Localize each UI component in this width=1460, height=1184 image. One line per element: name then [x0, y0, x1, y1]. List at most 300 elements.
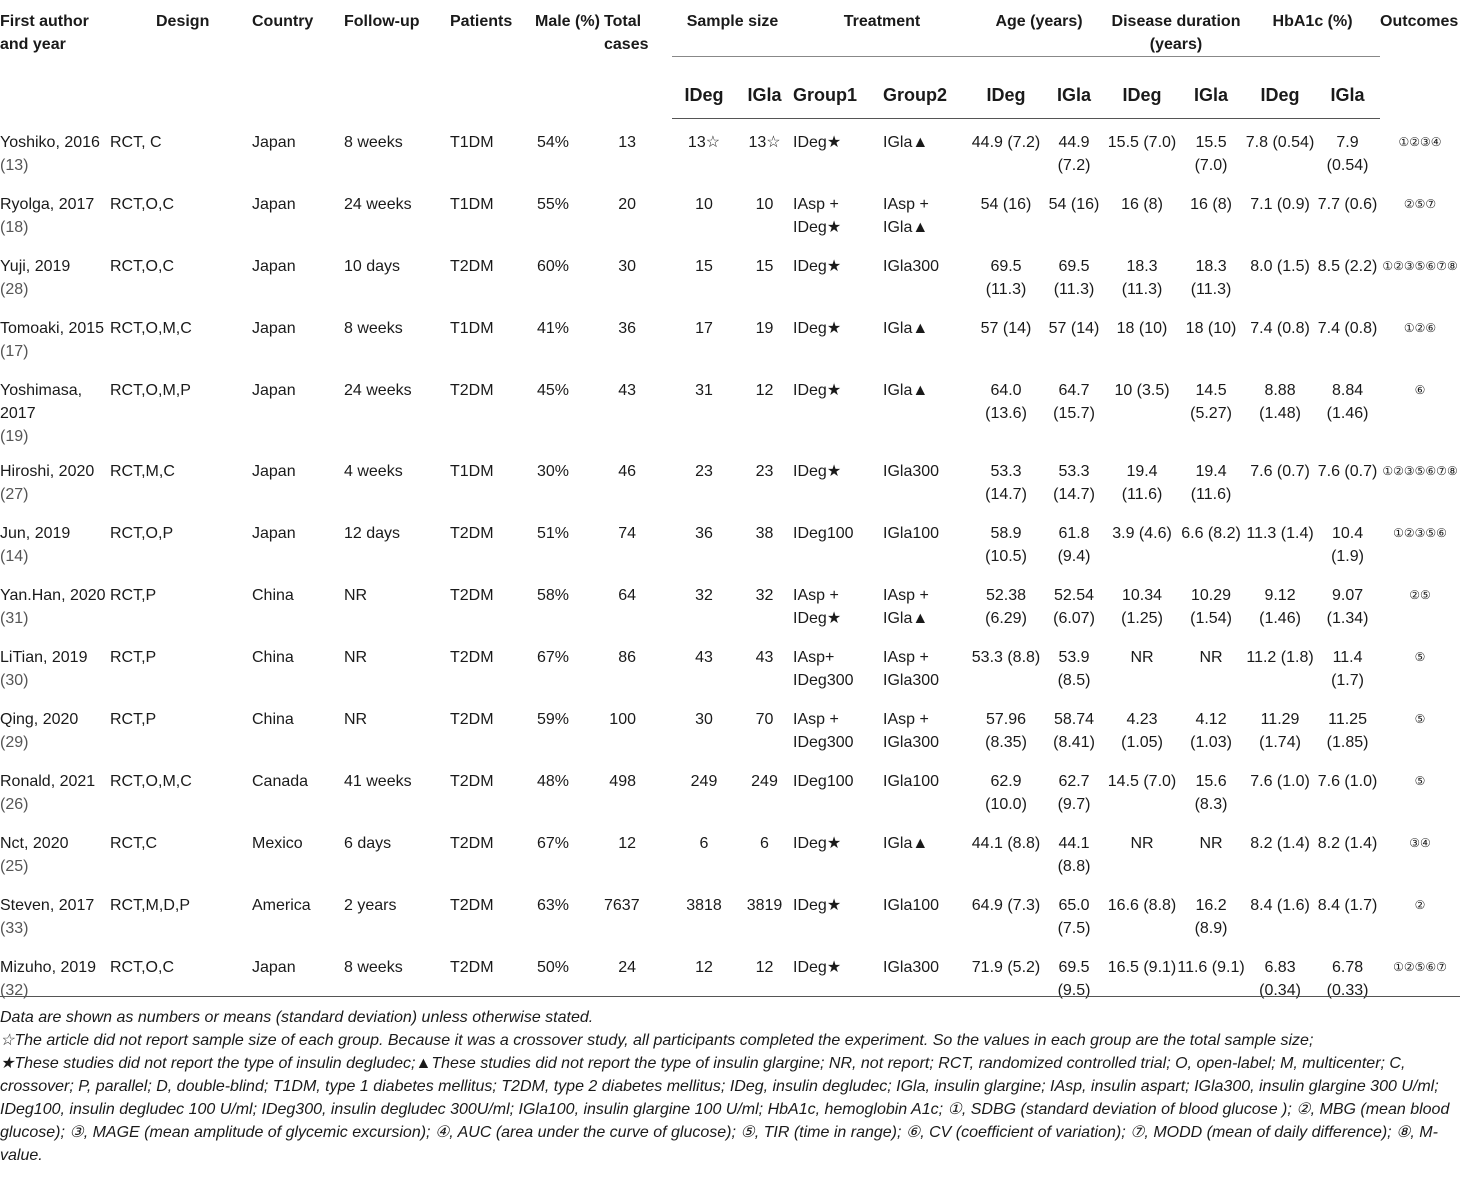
cell-age-igla-text: 61.8 (9.4) — [1057, 524, 1091, 565]
cell-hba1c-igla — [1315, 181, 1380, 243]
cell-group1 — [793, 882, 883, 944]
cell-duration-ideg — [1107, 305, 1177, 367]
cell-age-ideg-text: 69.5 (11.3) — [985, 257, 1027, 298]
cell-country — [252, 305, 344, 367]
cell-design-text: RCT,M,D,P — [110, 896, 190, 914]
cell-followup — [344, 181, 450, 243]
cell-patients — [450, 243, 535, 305]
cell-male-text: 60% — [537, 257, 570, 275]
cell-country — [252, 696, 344, 758]
cell-design-text: RCT,O,C — [110, 958, 174, 976]
cell-age-igla — [1041, 510, 1107, 572]
reference-link[interactable]: (13) — [0, 156, 29, 174]
cell-country-text: Canada — [252, 772, 309, 790]
cell-age-igla-text: 64.7 (15.7) — [1053, 381, 1095, 422]
cell-country-text: Japan — [252, 381, 296, 399]
cell-outcomes-text: ①②③⑤⑥⑦⑧ — [1382, 463, 1458, 478]
cell-hba1c-ideg — [1245, 572, 1315, 634]
cell-total — [604, 572, 672, 634]
cell-duration-ideg — [1107, 572, 1177, 634]
cell-group1-text: IDeg★ — [793, 896, 842, 914]
cell-total — [604, 758, 672, 820]
cell-duration-ideg-text: NR — [1130, 648, 1154, 666]
header-duration-ideg: IDeg — [1107, 57, 1177, 119]
cell-group2 — [883, 758, 971, 820]
cell-duration-ideg — [1107, 882, 1177, 944]
cell-sample-igla — [736, 820, 793, 882]
cell-outcomes-text: ②⑤ — [1409, 587, 1431, 602]
cell-country-text: China — [252, 648, 294, 666]
table-footnotes — [0, 996, 1460, 1167]
header-age-igla: IGla — [1041, 57, 1107, 119]
cell-hba1c-ideg — [1245, 758, 1315, 820]
cell-age-igla — [1041, 367, 1107, 448]
header-age: Age (years) — [971, 0, 1107, 57]
cell-sample-igla-text: 38 — [755, 524, 774, 542]
cell-duration-igla — [1177, 181, 1245, 243]
cell-sample-igla-text: 12 — [755, 381, 774, 399]
cell-age-igla-text: 44.9 (7.2) — [1057, 134, 1091, 174]
header-patients: Patients — [450, 13, 513, 30]
cell-design-text: RCT,O,M,P — [110, 381, 191, 399]
cell-country — [252, 820, 344, 882]
cell-sample-ideg-text: 30 — [695, 710, 713, 728]
cell-duration-ideg — [1107, 181, 1177, 243]
table-row — [0, 572, 1460, 634]
cell-male — [535, 448, 604, 510]
cell-outcomes-text: ①②③⑤⑥ — [1393, 525, 1447, 540]
cell-duration-igla-text: 15.5 (7.0) — [1194, 134, 1228, 174]
cell-hba1c-igla-text: 8.5 (2.2) — [1317, 257, 1378, 275]
cell-sample-ideg — [672, 820, 736, 882]
cell-group2 — [883, 181, 971, 243]
cell-sample-ideg — [672, 243, 736, 305]
cell-hba1c-igla-text: 7.6 (1.0) — [1317, 772, 1378, 790]
cell-hba1c-ideg-text: 7.6 (1.0) — [1250, 772, 1310, 790]
cell-male — [535, 634, 604, 696]
cell-author-text: Ronald, 2021 — [0, 772, 96, 790]
cell-duration-ideg-text: 15.5 (7.0) — [1107, 134, 1177, 151]
cell-male — [535, 882, 604, 944]
cell-hba1c-ideg-text: 8.2 (1.4) — [1250, 834, 1310, 852]
table-row — [0, 305, 1460, 367]
reference-link[interactable]: (29) — [0, 733, 29, 751]
cell-hba1c-igla-text: 9.07 (1.34) — [1326, 586, 1369, 627]
header-duration-igla: IGla — [1177, 57, 1245, 119]
cell-outcomes — [1380, 243, 1460, 305]
cell-sample-ideg-text: 17 — [695, 319, 713, 337]
cell-duration-igla — [1177, 696, 1245, 758]
cell-age-igla-text: 65.0 (7.5) — [1057, 896, 1091, 937]
cell-total — [604, 367, 672, 448]
cell-age-igla — [1041, 820, 1107, 882]
cell-age-ideg — [971, 758, 1041, 820]
reference-link[interactable]: (31) — [0, 609, 29, 627]
cell-sample-ideg-text: 43 — [695, 648, 713, 666]
cell-age-igla — [1041, 448, 1107, 510]
cell-patients-text: T2DM — [450, 586, 494, 604]
cell-male-text: 30% — [537, 462, 570, 480]
cell-duration-igla-text: 6.6 (8.2) — [1181, 524, 1241, 542]
cell-outcomes — [1380, 758, 1460, 820]
cell-group1-text: IAsp + IDeg300 — [793, 710, 854, 751]
cell-sample-igla-text: 10 — [755, 195, 774, 213]
cell-sample-igla — [736, 181, 793, 243]
cell-total-text: 12 — [618, 834, 636, 852]
cell-sample-ideg — [672, 634, 736, 696]
cell-male-text: 59% — [537, 710, 570, 728]
cell-country — [252, 367, 344, 448]
cell-group2-text: IGla100 — [883, 772, 940, 790]
cell-patients — [450, 305, 535, 367]
cell-design — [110, 305, 252, 367]
cell-outcomes — [1380, 882, 1460, 944]
cell-age-ideg-text: 57 (14) — [980, 319, 1032, 337]
cell-country — [252, 510, 344, 572]
cell-group1 — [793, 572, 883, 634]
cell-followup-text: 24 weeks — [344, 381, 412, 399]
cell-group2 — [883, 243, 971, 305]
cell-hba1c-ideg — [1245, 820, 1315, 882]
cell-age-igla-text: 62.7 (9.7) — [1057, 772, 1091, 813]
header-sample-igla: IGla — [736, 57, 793, 119]
cell-duration-igla — [1177, 510, 1245, 572]
cell-patients-text: T2DM — [450, 381, 494, 399]
table-row — [0, 119, 1460, 181]
reference-link[interactable]: (28) — [0, 280, 29, 298]
cell-hba1c-ideg — [1245, 305, 1315, 367]
cell-patients — [450, 820, 535, 882]
cell-duration-ideg — [1107, 119, 1177, 181]
cell-hba1c-igla — [1315, 305, 1380, 367]
table-row — [0, 758, 1460, 820]
cell-country — [252, 181, 344, 243]
cell-group1 — [793, 820, 883, 882]
cell-duration-ideg-text: 18.3 (11.3) — [1121, 257, 1163, 298]
cell-author — [0, 758, 110, 820]
cell-male-text: 41% — [537, 319, 570, 337]
header-hba1c-igla: IGla — [1315, 57, 1380, 119]
header-duration: Disease duration (years) — [1107, 0, 1245, 57]
cell-followup-text: 12 days — [344, 524, 401, 542]
cell-country — [252, 243, 344, 305]
cell-group1 — [793, 243, 883, 305]
cell-sample-igla — [736, 448, 793, 510]
cell-male-text: 63% — [537, 896, 570, 914]
cell-author-text: Ryolga, 2017 — [0, 195, 95, 213]
cell-country — [252, 758, 344, 820]
cell-male — [535, 119, 604, 181]
cell-group2-text: IGla300 — [883, 958, 940, 976]
cell-age-ideg-text: 62.9 (10.0) — [985, 772, 1027, 813]
cell-author-text: Steven, 2017 — [0, 896, 95, 914]
cell-outcomes-text: ①②③④ — [1398, 134, 1442, 149]
cell-total-text: 43 — [618, 381, 636, 399]
cell-male — [535, 820, 604, 882]
cell-author-text: LiTian, 2019 — [0, 648, 88, 666]
reference-link[interactable]: (17) — [0, 342, 29, 360]
header-design: Design — [156, 13, 210, 30]
cell-country-text: China — [252, 710, 294, 728]
cell-hba1c-ideg-text: 11.29 (1.74) — [1259, 710, 1301, 751]
footnote-abbreviations: ★These studies did not report the type of insulin degludec;▲These studies did not report the type of insulin glargine; NR, not report; RCT, randomized controlled trial; O, open-label; M, multicenter; C, crossover; P, parallel; D, double-blind; T1DM, type 1 diabetes mellitus; T2DM, type 2 diabetes mellitus; IDeg, insulin degludec; IGla, insulin glargine; IAsp, insulin aspart; IGla300, insulin glargine 300 U/ml; IDeg100, insulin degludec 100 U/ml; IDeg300, insulin degludec 300U/ml; IGla100, insulin glargine 100 U/ml; HbA1c, hemoglobin A1c; ①, SDBG (standard deviation of blood glucose ); ②, MBG (mean blood glucose); ③, MAGE (mean amplitude of glycemic excursion); ④, AUC (area under the curve of glucose); ⑤, TIR (time in range); ⑥, CV (coefficient of variation); ⑦, MODD (mean of daily difference); ⑧, M-value. — [0, 1055, 1450, 1164]
cell-duration-ideg-text: 10 (3.5) — [1114, 381, 1170, 399]
cell-sample-ideg — [672, 696, 736, 758]
cell-total — [604, 882, 672, 944]
cell-group2 — [883, 882, 971, 944]
cell-sample-igla-text: 32 — [755, 586, 774, 604]
cell-group1-text: IDeg★ — [793, 834, 842, 852]
reference-link[interactable]: (18) — [0, 218, 29, 236]
cell-followup — [344, 243, 450, 305]
cell-hba1c-ideg-text: 8.88 (1.48) — [1259, 381, 1301, 422]
footnote-sample-size: ☆The article did not report sample size of each group. Because it was a crossover study, all participants completed the experiment. So the values in each group are the total sample size; — [0, 1032, 1314, 1049]
cell-hba1c-igla-text: 6.78 (0.33) — [1326, 958, 1369, 999]
cell-hba1c-igla-text: 10.4 (1.9) — [1331, 524, 1364, 565]
cell-hba1c-igla-text: 8.84 (1.46) — [1326, 381, 1369, 422]
cell-total — [604, 305, 672, 367]
cell-duration-ideg — [1107, 510, 1177, 572]
cell-age-igla-text: 53.3 (14.7) — [1053, 462, 1095, 503]
cell-outcomes-text: ② — [1414, 897, 1426, 912]
cell-total-text: 20 — [618, 195, 636, 213]
cell-group2-text: IGla▲ — [883, 834, 929, 852]
cell-outcomes-text: ⑤ — [1414, 711, 1426, 726]
cell-sample-ideg — [672, 758, 736, 820]
cell-design — [110, 181, 252, 243]
reference-link[interactable]: (33) — [0, 919, 29, 937]
cell-author-text: Yoshimasa, 2017 — [0, 381, 83, 422]
cell-total — [604, 119, 672, 181]
cell-duration-igla — [1177, 367, 1245, 448]
cell-followup-text: NR — [344, 648, 368, 666]
cell-design — [110, 119, 252, 181]
cell-country-text: Japan — [252, 133, 296, 151]
cell-age-ideg-text: 53.3 (8.8) — [971, 648, 1041, 666]
cell-male — [535, 367, 604, 448]
cell-author — [0, 882, 110, 944]
cell-group2-text: IGla300 — [883, 257, 940, 275]
cell-group1-text: IDeg★ — [793, 462, 842, 480]
cell-followup-text: 10 days — [344, 257, 401, 275]
header-group2: Group2 — [883, 57, 971, 119]
cell-patients — [450, 510, 535, 572]
cell-duration-igla — [1177, 572, 1245, 634]
cell-outcomes — [1380, 696, 1460, 758]
cell-group2-text: IAsp + IGla▲ — [883, 586, 929, 627]
cell-group1 — [793, 119, 883, 181]
cell-group2-text: IAsp + IGla300 — [883, 648, 940, 689]
cell-followup-text: 8 weeks — [344, 133, 403, 151]
cell-author — [0, 510, 110, 572]
cell-age-ideg-text: 64.9 (7.3) — [971, 896, 1041, 914]
cell-hba1c-ideg — [1245, 882, 1315, 944]
cell-male-text: 54% — [537, 133, 570, 151]
cell-author-text: Yoshiko, 2016 — [0, 133, 100, 151]
cell-duration-igla-text: 14.5 (5.27) — [1190, 381, 1232, 422]
cell-hba1c-igla-text: 8.2 (1.4) — [1317, 834, 1378, 852]
cell-sample-ideg-text: 32 — [695, 586, 713, 604]
table-row — [0, 181, 1460, 243]
cell-age-igla-text: 54 (16) — [1048, 195, 1100, 213]
cell-outcomes — [1380, 181, 1460, 243]
cell-patients-text: T2DM — [450, 710, 494, 728]
cell-design-text: RCT, C — [110, 133, 162, 151]
cell-male-text: 67% — [537, 834, 570, 852]
cell-total-text: 86 — [618, 648, 636, 666]
cell-design-text: RCT,O,C — [110, 257, 174, 275]
cell-duration-ideg — [1107, 448, 1177, 510]
cell-duration-igla-text: 18.3 (11.3) — [1190, 257, 1232, 298]
cell-patients-text: T2DM — [450, 524, 494, 542]
cell-group1-text: IDeg★ — [793, 257, 842, 275]
cell-followup-text: 2 years — [344, 896, 397, 914]
cell-country — [252, 882, 344, 944]
cell-hba1c-ideg-text: 9.12 (1.46) — [1259, 586, 1301, 627]
cell-male-text: 51% — [537, 524, 570, 542]
reference-link[interactable]: (19) — [0, 427, 29, 445]
cell-group1-text: IAsp + IDeg★ — [793, 195, 842, 236]
cell-sample-igla — [736, 696, 793, 758]
cell-male-text: 45% — [537, 381, 570, 399]
cell-country-text: Mexico — [252, 834, 303, 852]
cell-patients-text: T1DM — [450, 462, 494, 480]
cell-sample-ideg-text: 36 — [695, 524, 713, 542]
reference-link[interactable]: (30) — [0, 671, 29, 689]
cell-duration-igla-text: 4.12 (1.03) — [1190, 710, 1232, 751]
cell-age-igla — [1041, 243, 1107, 305]
cell-group1-text: IDeg★ — [793, 134, 842, 151]
cell-outcomes-text: ①②③⑤⑥⑦⑧ — [1382, 258, 1458, 273]
cell-design-text: RCT,C — [110, 834, 158, 852]
table-row — [0, 243, 1460, 305]
header-country: Country — [252, 13, 314, 30]
cell-outcomes-text: ⑥ — [1414, 382, 1426, 397]
header-followup: Follow-up — [344, 13, 420, 30]
cell-male — [535, 181, 604, 243]
cell-group1 — [793, 367, 883, 448]
cell-male — [535, 572, 604, 634]
cell-hba1c-ideg-text: 7.8 (0.54) — [1245, 134, 1315, 151]
cell-total-text: 30 — [618, 257, 636, 275]
cell-patients — [450, 696, 535, 758]
cell-outcomes-text: ②⑤⑦ — [1403, 196, 1437, 211]
cell-hba1c-igla — [1315, 758, 1380, 820]
cell-group1 — [793, 181, 883, 243]
cell-duration-igla — [1177, 305, 1245, 367]
cell-outcomes — [1380, 119, 1460, 181]
cell-duration-igla — [1177, 820, 1245, 882]
cell-group2-text: IAsp + IGla300 — [883, 710, 940, 751]
cell-age-ideg-text: 44.1 (8.8) — [971, 834, 1041, 852]
cell-outcomes-text: ①②⑤⑥⑦ — [1393, 959, 1447, 974]
cell-age-ideg — [971, 634, 1041, 696]
reference-link[interactable]: (25) — [0, 857, 29, 875]
cell-age-igla-text: 52.54 (6.07) — [1053, 586, 1095, 627]
table-row — [0, 510, 1460, 572]
cell-design — [110, 572, 252, 634]
cell-duration-igla-text: 16.2 (8.9) — [1194, 896, 1228, 937]
cell-duration-ideg-text: 19.4 (11.6) — [1121, 462, 1163, 503]
cell-sample-ideg-text: 31 — [695, 381, 713, 399]
cell-group2-text: IGla▲ — [883, 381, 929, 399]
cell-design — [110, 882, 252, 944]
cell-hba1c-ideg-text: 11.3 (1.4) — [1246, 524, 1314, 542]
header-outcomes: Outcomes — [1380, 13, 1459, 30]
cell-design — [110, 510, 252, 572]
header-hba1c: HbA1c (%) — [1245, 0, 1380, 57]
header-total: Total cases — [604, 13, 649, 53]
cell-followup — [344, 305, 450, 367]
cell-hba1c-ideg — [1245, 181, 1315, 243]
cell-total-text: 36 — [618, 319, 636, 337]
cell-duration-ideg — [1107, 820, 1177, 882]
cell-duration-igla-text: 19.4 (11.6) — [1190, 462, 1232, 503]
cell-sample-ideg — [672, 882, 736, 944]
cell-patients — [450, 634, 535, 696]
cell-sample-igla — [736, 305, 793, 367]
cell-hba1c-igla-text: 7.4 (0.8) — [1317, 319, 1378, 337]
cell-followup-text: NR — [344, 710, 368, 728]
cell-hba1c-ideg-text: 7.6 (0.7) — [1250, 462, 1310, 480]
cell-duration-igla — [1177, 243, 1245, 305]
header-age-ideg: IDeg — [971, 57, 1041, 119]
cell-total-text: 74 — [618, 524, 636, 542]
cell-patients — [450, 758, 535, 820]
cell-design — [110, 696, 252, 758]
cell-hba1c-igla — [1315, 119, 1380, 181]
cell-patients-text: T2DM — [450, 648, 494, 666]
cell-patients — [450, 882, 535, 944]
cell-group2 — [883, 367, 971, 448]
table-row — [0, 696, 1460, 758]
cell-followup — [344, 758, 450, 820]
cell-total — [604, 181, 672, 243]
header-male: Male (%) — [535, 13, 600, 30]
cell-sample-igla-text: 12 — [755, 958, 774, 976]
cell-duration-ideg — [1107, 696, 1177, 758]
cell-country-text: Japan — [252, 319, 296, 337]
cell-age-ideg — [971, 572, 1041, 634]
cell-hba1c-igla — [1315, 243, 1380, 305]
cell-group2 — [883, 305, 971, 367]
cell-author — [0, 696, 110, 758]
cell-hba1c-igla — [1315, 882, 1380, 944]
cell-design-text: RCT,P — [110, 586, 157, 604]
cell-author — [0, 119, 110, 181]
cell-hba1c-igla-text: 8.4 (1.7) — [1317, 896, 1378, 914]
reference-link[interactable]: (26) — [0, 795, 29, 813]
cell-duration-igla-text: 15.6 (8.3) — [1194, 772, 1228, 813]
cell-sample-ideg-text: 10 — [695, 195, 713, 213]
cell-followup — [344, 572, 450, 634]
cell-sample-igla-text: 43 — [755, 648, 774, 666]
cell-patients-text: T1DM — [450, 195, 494, 213]
cell-author-text: Tomoaki, 2015 — [0, 319, 105, 337]
reference-link[interactable]: (32) — [0, 981, 29, 999]
cell-group2-text: IAsp + IGla▲ — [883, 195, 929, 236]
cell-followup-text: 24 weeks — [344, 195, 412, 213]
cell-sample-ideg-text: 3818 — [686, 896, 722, 914]
cell-duration-igla-text: 18 (10) — [1185, 319, 1237, 337]
cell-sample-igla-text: 3819 — [746, 896, 783, 914]
reference-link[interactable]: (27) — [0, 485, 29, 503]
cell-duration-igla-text: 11.6 (9.1) — [1177, 958, 1245, 976]
cell-country — [252, 634, 344, 696]
cell-sample-igla-text: 19 — [755, 319, 774, 337]
reference-link[interactable]: (14) — [0, 547, 29, 565]
cell-total — [604, 510, 672, 572]
